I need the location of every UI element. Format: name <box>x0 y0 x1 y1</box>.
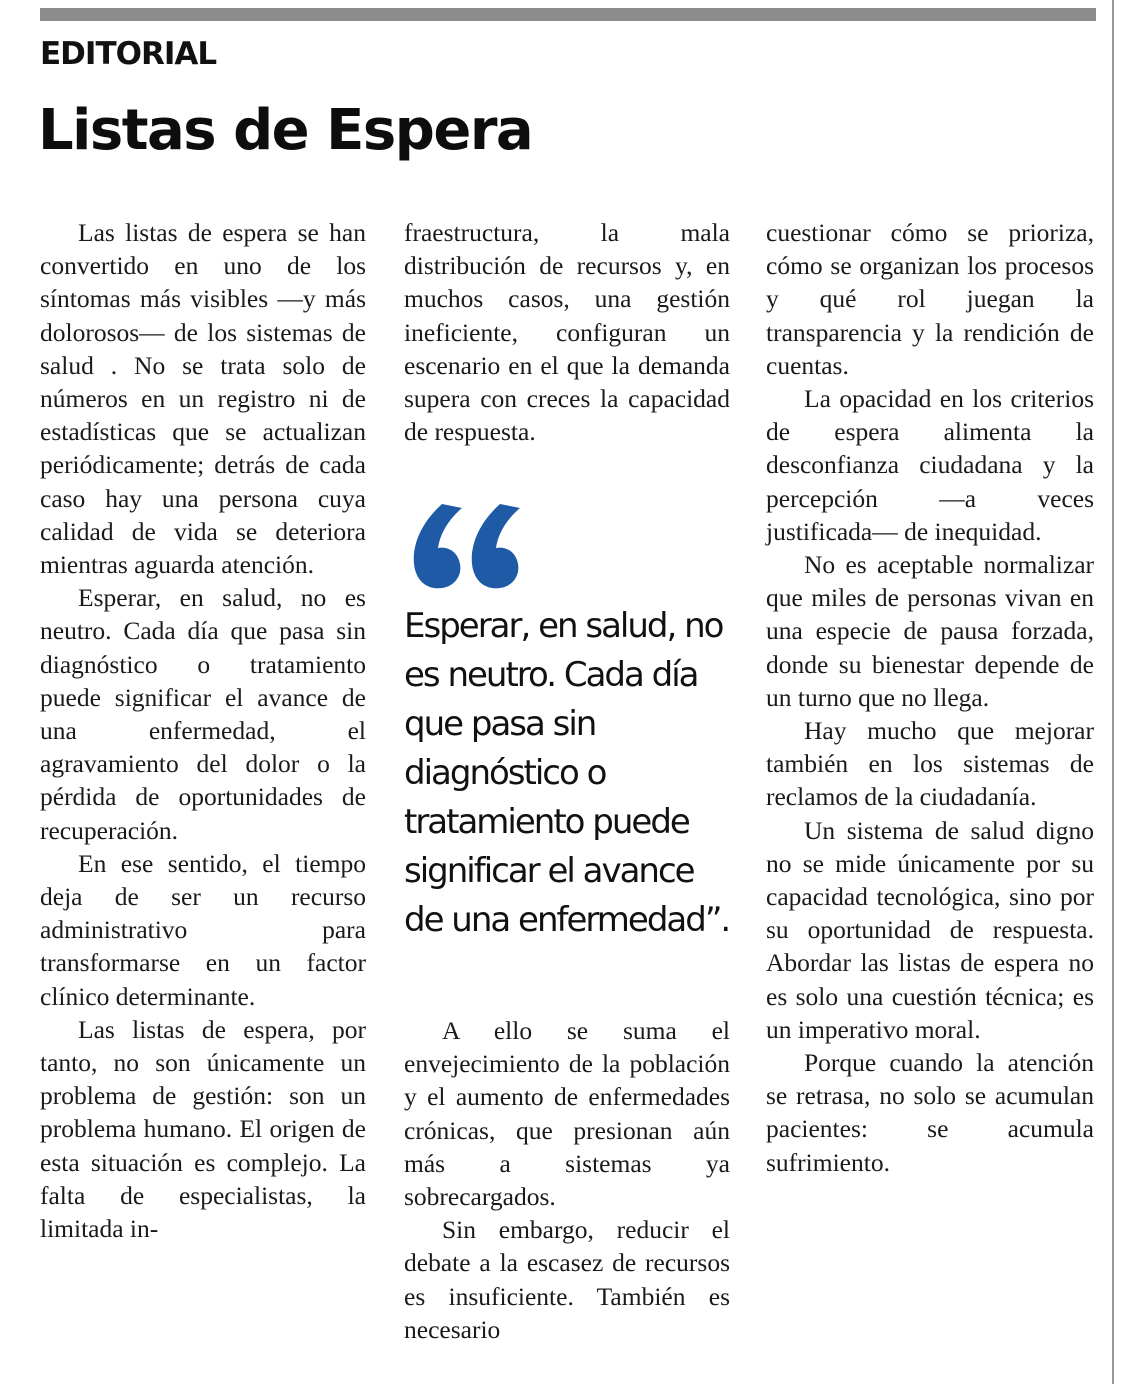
paragraph: Las listas de espera se han convertido en uno de los síntomas más visibles —y más dolorosos— de los sistemas de salud . No se trata solo de números en un registro ni de estadísticas que se actualizan periódicamente; detrás de cada caso hay una persona cuya calidad de vida se deteriora mientras aguarda atención. <box>40 218 366 580</box>
paragraph: Las listas de espera, por tanto, no son únicamente un problema de gestión: son un problema humano. El origen de esta situación es complejo. La falta de especialistas, la limitada in- <box>40 1014 366 1244</box>
paragraph: Sin embargo, reducir el debate a la escasez de recursos es insuficiente. También es necesario <box>404 1215 730 1344</box>
opening-quote-icon <box>404 498 534 594</box>
paragraph: Un sistema de salud digno no se mide únicamente por su capacidad tecnológica, sino por su oportunidad de respuesta. Abordar las listas de espera no es solo una cuestión técnica; es un imperativo moral. <box>766 815 1094 1044</box>
body-column-2-bottom <box>404 1014 730 1346</box>
top-rule <box>40 8 1096 21</box>
paragraph: En ese sentido, el tiempo deja de ser un recurso administrativo para transformarse en un factor clínico determinante. <box>40 848 366 1011</box>
pull-quote: Esperar, en salud, no es neutro. Cada día que pasa sin diagnóstico o tratamiento puede significar el avance de una enfermedad”. <box>404 606 730 940</box>
paragraph: Porque cuando la atención se retrasa, no solo se acumulan pacientes: se acumula sufrimiento. <box>766 1048 1094 1177</box>
paragraph: A ello se suma el envejecimiento de la población y el aumento de enfermedades crónicas, que presionan aún más a sistemas ya sobrecargados. <box>404 1016 730 1212</box>
section-label: EDITORIAL <box>40 36 217 72</box>
paragraph: Hay mucho que mejorar también en los sistemas de reclamos de la ciudadanía. <box>766 716 1094 812</box>
page-title: Listas de Espera <box>38 98 533 163</box>
paragraph: Esperar, en salud, no es neutro. Cada día que pasa sin diagnóstico o tratamiento puede significar el avance de una enfermedad, el agravamiento del dolor o la pérdida de oportunidades de recuperación. <box>40 583 366 845</box>
body-column-3 <box>766 216 1094 1179</box>
paragraph: La opacidad en los criterios de espera alimenta la desconfianza ciudadana y la percepción —a veces justificada— de inequidad. <box>766 384 1094 546</box>
body-column-2-top <box>404 216 730 448</box>
body-column-1 <box>40 216 366 1245</box>
column-rule <box>1112 0 1114 1384</box>
paragraph: fraestructura, la mala distribución de recursos y, en muchos casos, una gestión ineficiente, configuran un escenario en el que la demanda supera con creces la capacidad de respuesta. <box>404 218 730 447</box>
paragraph: No es aceptable normalizar que miles de personas vivan en una especie de pausa forzada, donde su bienestar depende de un turno que no llega. <box>766 550 1094 712</box>
paragraph: cuestionar cómo se prioriza, cómo se organizan los procesos y qué rol juegan la transparencia y la rendición de cuentas. <box>766 218 1094 380</box>
